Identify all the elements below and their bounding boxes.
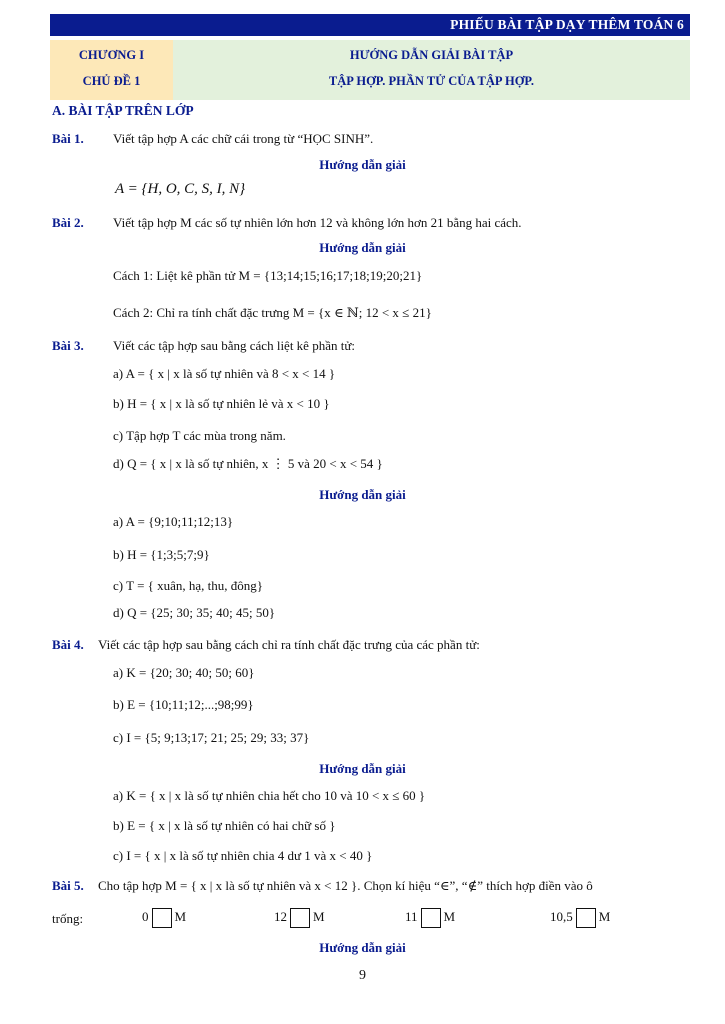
solution-heading-4: Hướng dẫn giải: [319, 761, 406, 776]
fill-item-number: 11: [405, 908, 418, 924]
fill-item-2: [274, 908, 325, 928]
exercise-5-label: Bài 5.: [52, 878, 84, 893]
header-bar: [50, 14, 690, 36]
answer-box-3[interactable]: [421, 908, 441, 928]
exercise-1-answer: A = {H, O, C, S, I, N}: [115, 181, 246, 197]
answer-box-1[interactable]: [152, 908, 172, 928]
answer-box-2[interactable]: [290, 908, 310, 928]
solution-heading-2: Hướng dẫn giải: [319, 240, 406, 255]
exercise-3-question: Viết các tập hợp sau bằng cách liệt kê phần tử:: [113, 338, 355, 353]
exercise-2-question: Viết tập hợp M các số tự nhiên lớn hơn 12 và không lớn hơn 21 bằng hai cách.: [113, 215, 522, 230]
exercise-3-answer-a: a) A = {9;10;11;12;13}: [113, 514, 234, 529]
exercise-4-label: Bài 4.: [52, 637, 84, 652]
exercise-3-part-d: d) Q = { x | x là số tự nhiên, x ⋮ 5 và 20 < x < 54 }: [113, 456, 383, 471]
chapter-box: [50, 40, 173, 100]
chapter-label: CHƯƠNG I: [78, 48, 145, 62]
page-number: 9: [359, 968, 366, 983]
fill-item-1: [142, 908, 186, 928]
fill-item-number: 12: [274, 908, 287, 924]
fill-item-set: M: [443, 908, 456, 924]
exercise-4-part-a: a) K = {20; 30; 40; 50; 60}: [113, 665, 255, 680]
exercise-3-label: Bài 3.: [52, 338, 84, 353]
fill-item-4: [550, 908, 610, 928]
exercise-5-question: Cho tập hợp M = { x | x là số tự nhiên và x < 12 }. Chọn kí hiệu “∈”, “∉” thích hợp điền vào ô: [98, 878, 593, 893]
fill-item-number: 0: [142, 908, 149, 924]
exercise-3-answer-c: c) T = { xuân, hạ, thu, đông}: [113, 578, 264, 593]
exercise-4-part-b: b) E = {10;11;12;...;98;99}: [113, 697, 254, 712]
worksheet-title: PHIẾU BÀI TẬP DẠY THÊM TOÁN 6: [450, 17, 684, 32]
exercise-3-answer-d: d) Q = {25; 30; 35; 40; 45; 50}: [113, 605, 276, 620]
fill-item-3: [405, 908, 455, 928]
exercise-4-question: Viết các tập hợp sau bằng cách chỉ ra tính chất đặc trưng của các phần tử:: [98, 637, 480, 652]
exercise-4-answer-c: c) I = { x | x là số tự nhiên chia 4 dư 1 và x < 40 }: [113, 848, 373, 863]
topic-number: CHỦ ĐỀ 1: [82, 74, 141, 88]
fill-item-set: M: [174, 908, 187, 924]
exercise-2-way-1: Cách 1: Liệt kê phần tử M = {13;14;15;16;17;18;19;20;21}: [113, 268, 423, 283]
answer-box-4[interactable]: [576, 908, 596, 928]
topic-box: [173, 40, 690, 100]
exercise-1-label: Bài 1.: [52, 131, 84, 146]
exercise-5-lead: trống:: [52, 911, 84, 926]
exercise-4-answer-a: a) K = { x | x là số tự nhiên chia hết cho 10 và 10 < x ≤ 60 }: [113, 788, 426, 803]
solution-heading-1: Hướng dẫn giải: [319, 157, 406, 172]
exercise-1-question: Viết tập hợp A các chữ cái trong từ “HỌC SINH”.: [113, 131, 374, 146]
exercise-3-part-c: c) Tập hợp T các mùa trong năm.: [113, 428, 286, 443]
exercise-3-part-a: a) A = { x | x là số tự nhiên và 8 < x < 14 }: [113, 366, 336, 381]
solution-heading-5: Hướng dẫn giải: [319, 940, 406, 955]
exercise-3-part-b: b) H = { x | x là số tự nhiên lẻ và x < 10 }: [113, 396, 330, 411]
exercise-2-way-2: Cách 2: Chỉ ra tính chất đặc trưng M = {x ∈ ℕ; 12 < x ≤ 21}: [113, 305, 432, 320]
section-heading: A. BÀI TẬP TRÊN LỚP: [52, 103, 194, 118]
exercise-4-answer-b: b) E = { x | x là số tự nhiên có hai chữ số }: [113, 818, 336, 833]
exercise-4-part-c: c) I = {5; 9;13;17; 21; 25; 29; 33; 37}: [113, 730, 310, 745]
fill-item-set: M: [598, 908, 611, 924]
exercise-2-label: Bài 2.: [52, 215, 84, 230]
exercise-3-answer-b: b) H = {1;3;5;7;9}: [113, 547, 210, 562]
topic-subtitle: HƯỚNG DẪN GIẢI BÀI TẬP: [349, 48, 514, 62]
solution-heading-3: Hướng dẫn giải: [319, 487, 406, 502]
topic-title: TẬP HỢP. PHẦN TỬ CỦA TẬP HỢP.: [328, 74, 535, 88]
fill-item-number: 10,5: [550, 908, 573, 924]
fill-item-set: M: [313, 908, 325, 924]
